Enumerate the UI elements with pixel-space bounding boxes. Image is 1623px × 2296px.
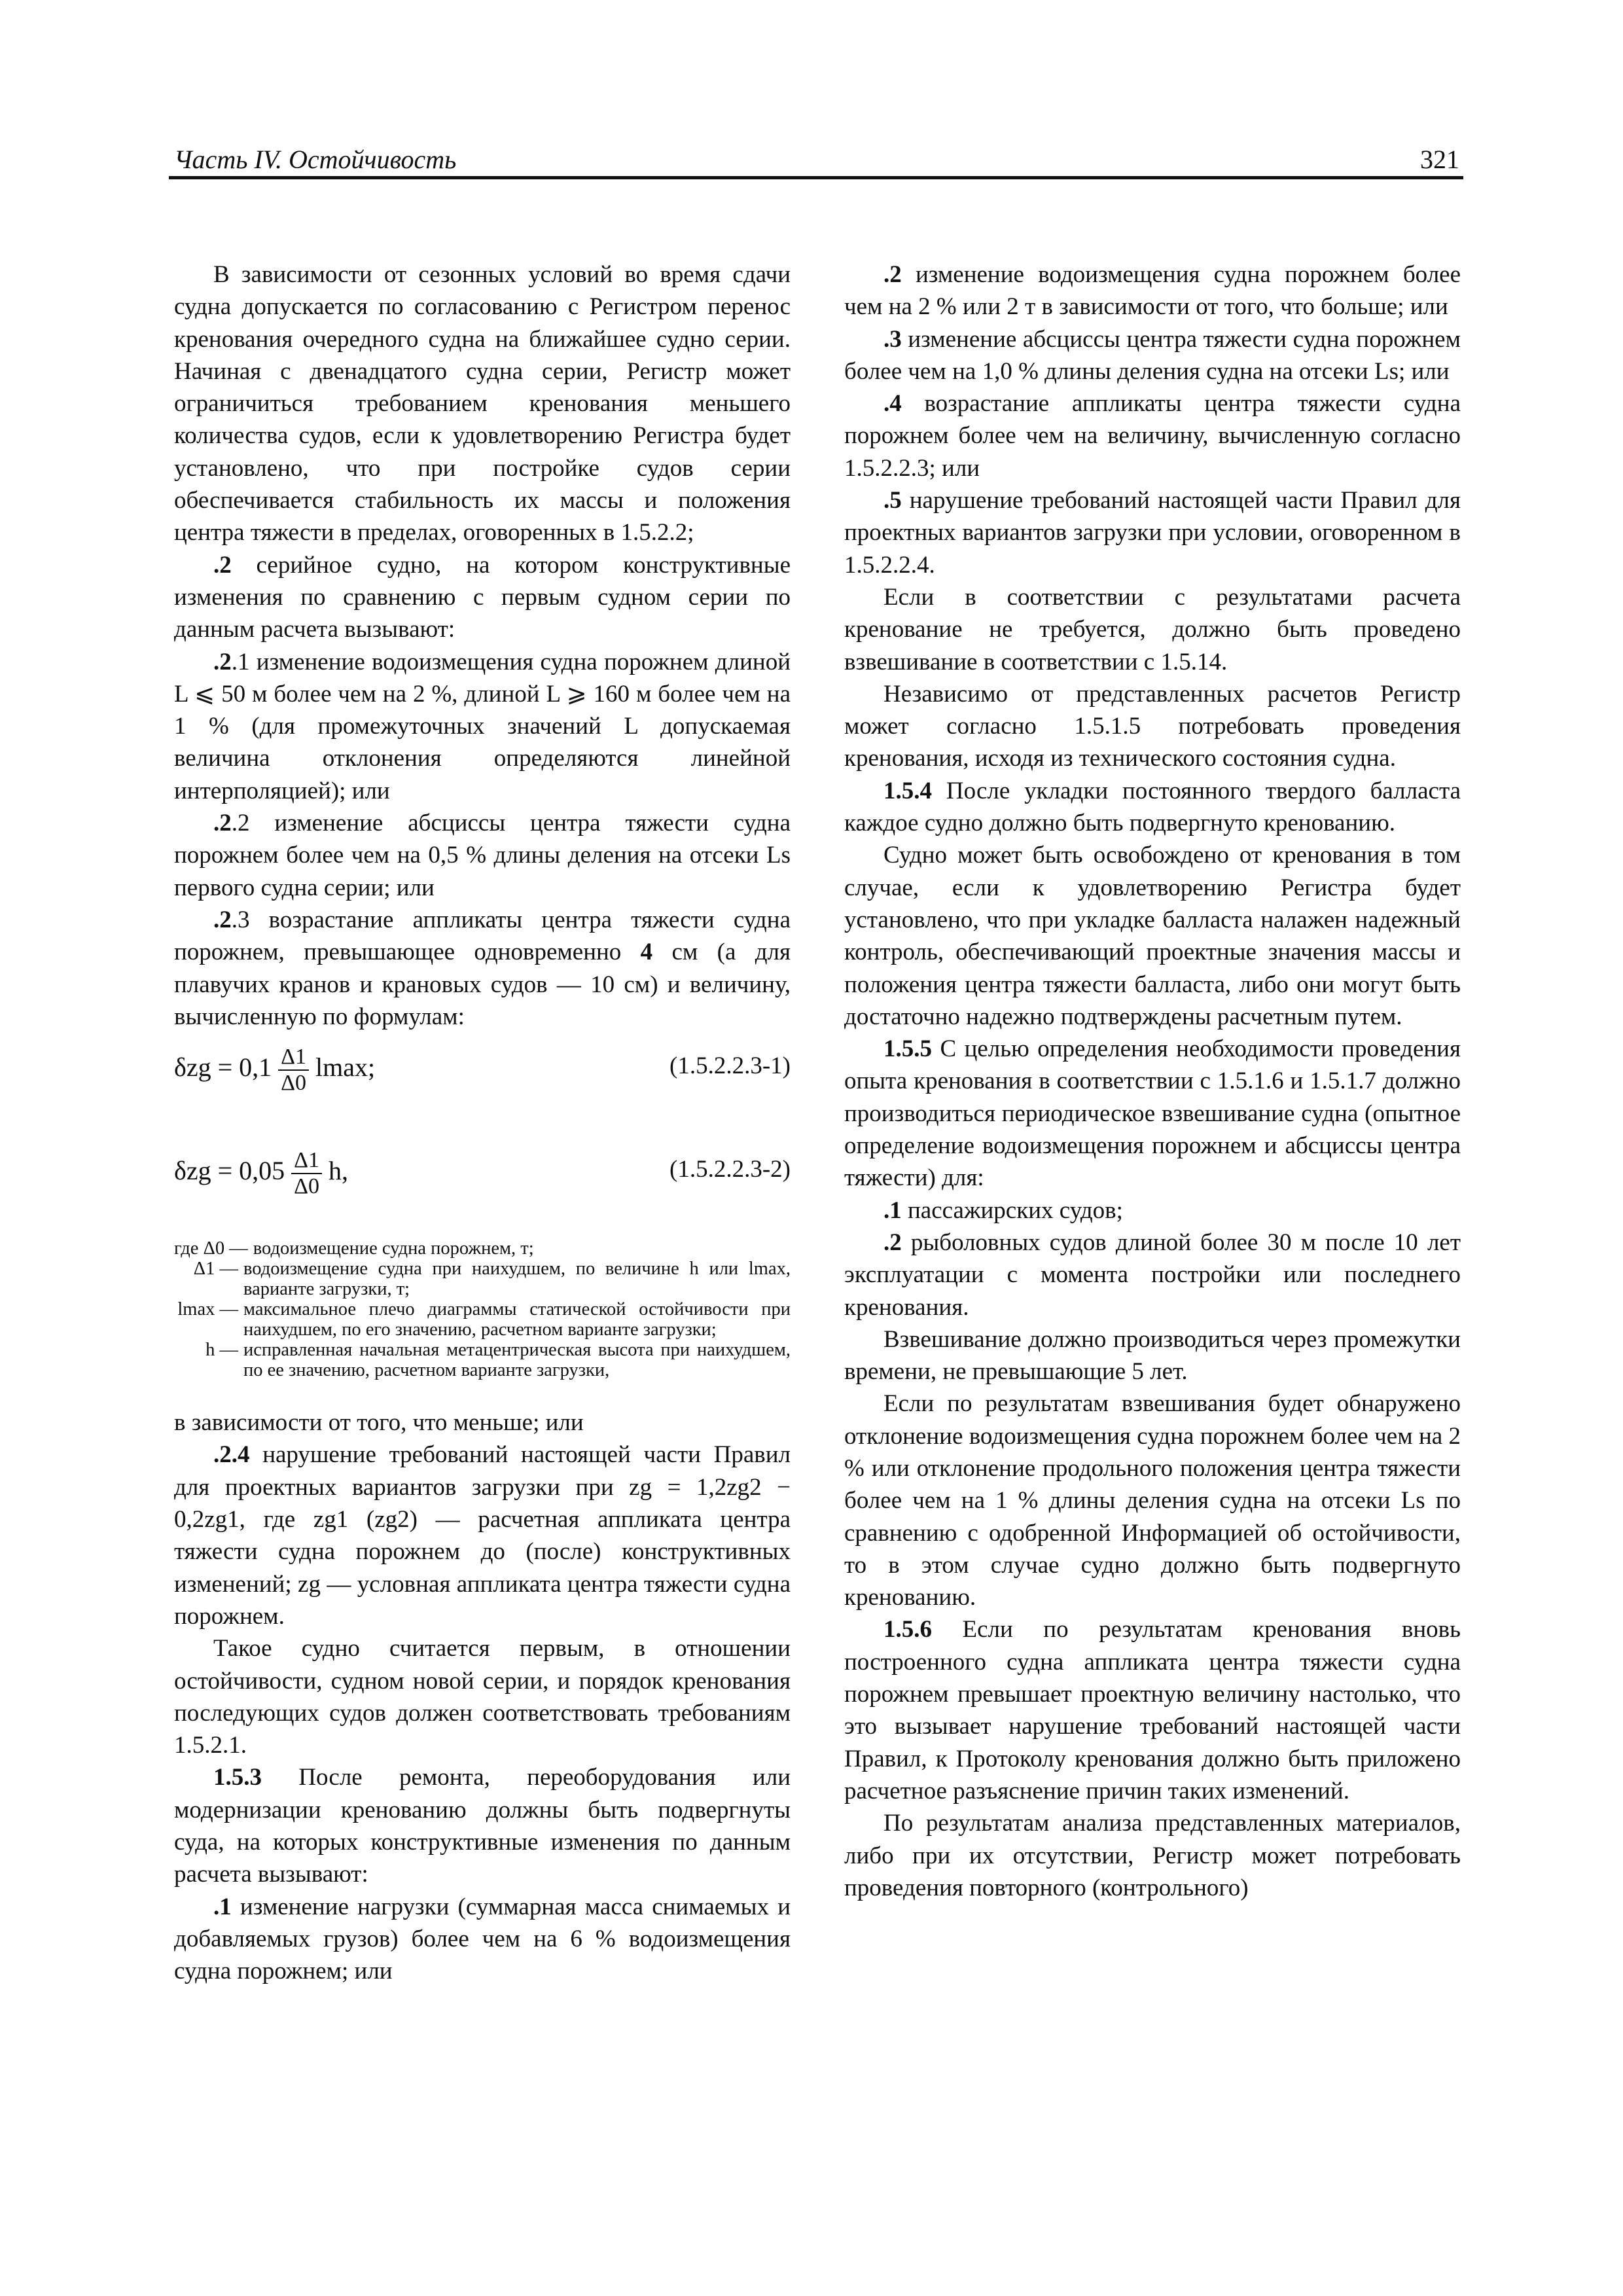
paragraph-text: После ремонта, переоборудования или модернизации кренованию должны быть подвергнуты суда, на которых конструктивные изменения по данным расчета вызывают: bbox=[174, 1764, 791, 1888]
clause-number: .1 bbox=[213, 1893, 232, 1920]
clause-number: .2 bbox=[213, 906, 232, 933]
paragraph bbox=[174, 1761, 791, 1890]
paragraph-text: нарушение требований настоящей части Правил для проектных вариантов загрузки при условии, оговоренном в 1.5.2.2.4. bbox=[844, 487, 1461, 579]
paragraph-text: Если по результатам кренования вновь построенного судна аппликата центра тяжести судна порожнем превышает проектную величину настолько, что это вызывает нарушение требований настоящей части Правил, к Протоколу кренования должно быть приложено расчетное разъяснение причин таких изменений. bbox=[844, 1616, 1461, 1804]
clause-number: 1.5.4 bbox=[883, 777, 932, 804]
note-term: где Δ0 — bbox=[174, 1238, 248, 1259]
paragraph: Такое судно считается первым, в отношении остойчивости, судном новой серии, и порядок кренования последующих судов должен соответствовать требованиям 1.5.2.1. bbox=[174, 1635, 791, 1759]
formula-1 bbox=[174, 1033, 791, 1097]
clause-number: .2 bbox=[213, 810, 232, 837]
paragraph: По результатам анализа представленных материалов, либо при их отсутствии, Регистр может потребовать проведения повторного (контрольного) bbox=[844, 1810, 1461, 1901]
clause-number: .2 bbox=[883, 261, 902, 288]
note-row bbox=[174, 1238, 791, 1259]
paragraph bbox=[844, 484, 1461, 581]
fraction-numerator: Δ1 bbox=[291, 1148, 322, 1174]
bold-value: 4 bbox=[640, 939, 653, 966]
page-header bbox=[169, 139, 1463, 179]
clause-number: .2.4 bbox=[213, 1441, 250, 1469]
paragraph bbox=[844, 323, 1461, 388]
note-row bbox=[174, 1299, 791, 1340]
fraction-denominator: Δ0 bbox=[294, 1174, 320, 1199]
paragraph: Независимо от представленных расчетов Регистр может согласно 1.5.1.5 потребовать проведения кренования, исходя из технического состояния судна. bbox=[844, 680, 1461, 772]
note-row bbox=[174, 1340, 791, 1380]
paragraph-text: см (а для плавучих кранов и крановых судов — 10 см) и величину, вычисленную по формулам: bbox=[174, 939, 791, 1030]
paragraph-text: изменение нагрузки (суммарная масса снимаемых и добавляемых грузов) более чем на 6 % водоизмещения судна порожнем; или bbox=[174, 1893, 791, 1985]
clause-number: 1.5.6 bbox=[883, 1616, 932, 1643]
paragraph: Если по результатам взвешивания будет обнаружено отклонение водоизмещения судна порожнем более чем на 2 % или отклонение продольного положения центра тяжести более чем на 1 % длины деления судна на отсеки Ls по сравнению с одобренной Информацией об остойчивости, то в этом случае судно должно быть подвергнуто кренованию. bbox=[844, 1390, 1461, 1611]
formula-body bbox=[174, 1148, 348, 1199]
note-term: lmax — bbox=[177, 1299, 238, 1320]
clause-number: .2 bbox=[213, 551, 232, 579]
paragraph: Взвешивание должно производиться через промежутки времени, не превышающие 5 лет. bbox=[844, 1325, 1461, 1386]
paragraph bbox=[844, 1227, 1461, 1323]
paragraph-text: С целью определения необходимости проведения опыта кренования в соответствии с 1.5.1.6 и 1.5.1.7 должно производиться периодическое взвешивание судна (опытное определение водоизмещения порожнем и абсциссы центра тяжести) для: bbox=[844, 1035, 1461, 1192]
paragraph bbox=[844, 259, 1461, 323]
running-title: Часть IV. Остойчивость bbox=[174, 145, 457, 174]
clause-number: .5 bbox=[883, 487, 902, 514]
clause-number: .2 bbox=[213, 648, 232, 675]
paragraph-text: .3 возрастание аппликаты центра тяжести судна порожнем, превышающее одновременно bbox=[174, 906, 791, 966]
clause-number: 1.5.3 bbox=[213, 1764, 262, 1791]
formula-number: (1.5.2.2.3-1) bbox=[669, 1052, 791, 1080]
fraction bbox=[291, 1148, 322, 1199]
note-term: h — bbox=[205, 1340, 238, 1361]
paragraph-text: пассажирских судов; bbox=[901, 1196, 1123, 1224]
paragraph bbox=[174, 549, 791, 646]
paragraph: в зависимости от того, что меньше; или bbox=[174, 1409, 584, 1437]
note-text: исправленная начальная метацентрическая высота при наихудшем, по ее значению, расчетном варианте загрузки, bbox=[243, 1340, 791, 1381]
left-column bbox=[174, 259, 791, 1987]
paragraph-text: изменение водоизмещения судна порожнем более чем на 2 % или 2 т в зависимости от того, что больше; или bbox=[844, 261, 1461, 321]
paragraph bbox=[174, 1439, 791, 1632]
page-number: 321 bbox=[1420, 145, 1459, 174]
paragraph-text: изменение абсциссы центра тяжести судна порожнем более чем на 1,0 % длины деления судна на отсеки Ls; или bbox=[844, 325, 1461, 385]
paragraph bbox=[844, 1194, 1461, 1227]
clause-number: .2 bbox=[883, 1229, 902, 1256]
clause-number: .1 bbox=[883, 1196, 902, 1224]
note-term: Δ1 — bbox=[193, 1259, 238, 1280]
formula-notes bbox=[174, 1238, 791, 1380]
note-text: максимальное плечо диаграммы статической остойчивости при наихудшем, по его значению, расчетном варианте загрузки; bbox=[243, 1299, 791, 1340]
paragraph-text: возрастание аппликаты центра тяжести судна порожнем более чем на величину, вычисленную согласно 1.5.2.2.3; или bbox=[844, 390, 1461, 482]
paragraph bbox=[174, 904, 791, 1033]
paragraph-text: .1 изменение водоизмещения судна порожнем длиной L ⩽ 50 м более чем на 2 %, длиной L ⩾ 160 м более чем на 1 % (для промежуточных значений L допускаемая величина отклонения определяются линейной интерполяцией); или bbox=[174, 648, 791, 804]
paragraph bbox=[844, 1033, 1461, 1194]
paragraph: В зависимости от сезонных условий во время сдачи судна допускается по согласованию с Регистром перенос кренования очередного судна на ближайшее судно серии. Начиная с двенадцатого судна серии, Регистр может ограничиться требованием кренования меньшего количества судов, если к удовлетворению Регистра будет установлено, что при постройке судов серии обеспечивается стабильность их массы и положения центра тяжести в пределах, оговоренных в 1.5.2.2; bbox=[174, 261, 791, 547]
clause-number: .3 bbox=[883, 325, 902, 353]
paragraph-text: серийное судно, на котором конструктивные изменения по сравнению с первым судном серии по данным расчета вызывают: bbox=[174, 551, 791, 643]
paragraph bbox=[844, 1613, 1461, 1807]
formula-rhs: h, bbox=[329, 1156, 349, 1186]
note-text: водоизмещение судна порожнем, т; bbox=[253, 1238, 534, 1259]
paragraph-text: .2 изменение абсциссы центра тяжести судна порожнем более чем на 0,5 % длины деления на отсеки Ls первого судна серии; или bbox=[174, 810, 791, 901]
fraction-denominator: Δ0 bbox=[281, 1071, 307, 1096]
paragraph bbox=[844, 387, 1461, 484]
formula-lhs: δzg = 0,1 bbox=[174, 1052, 272, 1083]
header-rule bbox=[169, 176, 1463, 179]
formula-number: (1.5.2.2.3-2) bbox=[669, 1156, 791, 1183]
paragraph bbox=[844, 775, 1461, 840]
note-row bbox=[174, 1259, 791, 1299]
formula-2 bbox=[174, 1136, 791, 1200]
clause-number: 1.5.5 bbox=[883, 1035, 932, 1063]
right-column bbox=[844, 259, 1461, 1904]
formula-body bbox=[174, 1045, 375, 1096]
paragraph: Если в соответствии с результатами расчета кренование не требуется, должно быть проведено взвешивание в соответствии с 1.5.14. bbox=[844, 583, 1461, 675]
paragraph-text: нарушение требований настоящей части Правил для проектных вариантов загрузки при zg = 1,2zg2 − 0,2zg1, где zg1 (zg2) — расчетная аппликата центра тяжести судна порожнем до (после) конструктивных изменений; zg — условная аппликата центра тяжести судна порожнем. bbox=[174, 1441, 791, 1630]
paragraph bbox=[174, 646, 791, 807]
paragraph: Судно может быть освобождено от кренования в том случае, если к удовлетворению Регистра будет установлено, что при укладке балласта налажен надежный контроль, обеспечивающий проектные значения массы и положения центра тяжести балласта, либо они могут быть достаточно надежно подтверждены расчетным путем. bbox=[844, 842, 1461, 1030]
note-text: водоизмещение судна при наихудшем, по величине h или lmax, варианте загрузки, т; bbox=[243, 1259, 791, 1300]
paragraph bbox=[174, 807, 791, 904]
fraction-numerator: Δ1 bbox=[278, 1045, 309, 1071]
paragraph bbox=[174, 1891, 791, 1988]
fraction bbox=[278, 1045, 309, 1096]
formula-lhs: δzg = 0,05 bbox=[174, 1156, 285, 1186]
clause-number: .4 bbox=[883, 390, 902, 418]
paragraph-text: рыболовных судов длиной более 30 м после 10 лет эксплуатации с момента постройки или последнего кренования. bbox=[844, 1229, 1461, 1321]
formula-rhs: lmax; bbox=[315, 1052, 376, 1083]
paragraph-text: После укладки постоянного твердого балласта каждое судно должно быть подвергнуто кренованию. bbox=[844, 777, 1461, 837]
